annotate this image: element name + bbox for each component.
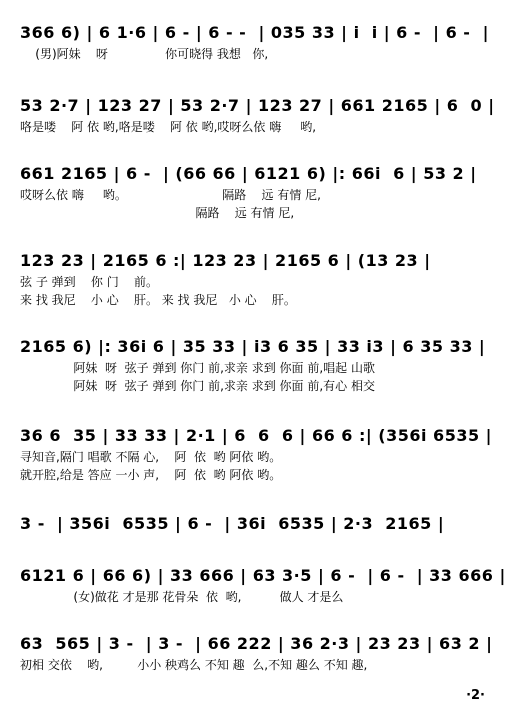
notation-line: 53 2·7 | 123 27 | 53 2·7 | 123 27 | 661 2165 | 6 0 | — [20, 96, 495, 115]
lyric-line: 初相 交依 哟, 小小 秧鸡么 不知 趣 么,不知 趣么 不知 趣, — [20, 658, 368, 672]
lyric-line: 就开腔,给是 答应 一小 声, 阿 依 哟 阿依 哟。 — [20, 468, 282, 482]
page-number: ·2· — [466, 688, 485, 703]
lyric-line: (女)做花 才是那 花骨朵 依 哟, 做人 才是么 — [20, 590, 344, 604]
notation-line: 123 23 | 2165 6 :| 123 23 | 2165 6 | (13 23 | — [20, 251, 431, 270]
notation-line: 63 565 | 3 - | 3 - | 66 222 | 36 2·3 | 23 23 | 63 2 | — [20, 634, 493, 653]
notation-line: 3 - | 356i 6535 | 6 - | 36i 6535 | 2·3 2165 | — [20, 514, 445, 533]
lyric-line: 来 找 我尼 小 心 肝。 来 找 我尼 小 心 肝。 — [20, 293, 296, 307]
lyric-line: 哎呀么依 嗨 哟。 隔路 远 有情 尼, — [20, 188, 321, 202]
lyric-line: (男)阿妹 呀 你可晓得 我想 你, — [20, 47, 269, 61]
notation-line: 366 6) | 6 1·6 | 6 - | 6 - - | 035 33 | i i | 6 - | 6 - | — [20, 23, 489, 42]
lyric-line: 阿妹 呀 弦子 弹到 你门 前,求亲 求到 你面 前,有心 相交 — [20, 379, 375, 393]
notation-line: 2165 6) |: 36i 6 | 35 33 | i3 6 35 | 33 i3 | 6 35 33 | — [20, 337, 486, 356]
notation-line: 6121 6 | 66 6) | 33 666 | 63 3·5 | 6 - | 6 - | 33 666 | — [20, 566, 506, 585]
lyric-line: 咯是喽 阿 依 哟,咯是喽 阿 依 哟,哎呀么依 嗨 哟, — [20, 120, 317, 134]
lyric-line: 阿妹 呀 弦子 弹到 你门 前,求亲 求到 你面 前,唱起 山歌 — [20, 361, 375, 375]
lyric-line: 弦 子 弹到 你 门 前。 — [20, 275, 158, 289]
lyric-line: 隔路 远 有情 尼, — [20, 206, 295, 220]
lyric-line: 寻知音,隔门 唱歌 不隔 心, 阿 依 哟 阿依 哟。 — [20, 450, 282, 464]
notation-line: 661 2165 | 6 - | (66 66 | 6121 6) |: 66i 6 | 53 2 | — [20, 164, 477, 183]
notation-line: 36 6 35 | 33 33 | 2·1 | 6 6 6 | 66 6 :| (356i 6535 | — [20, 426, 492, 445]
